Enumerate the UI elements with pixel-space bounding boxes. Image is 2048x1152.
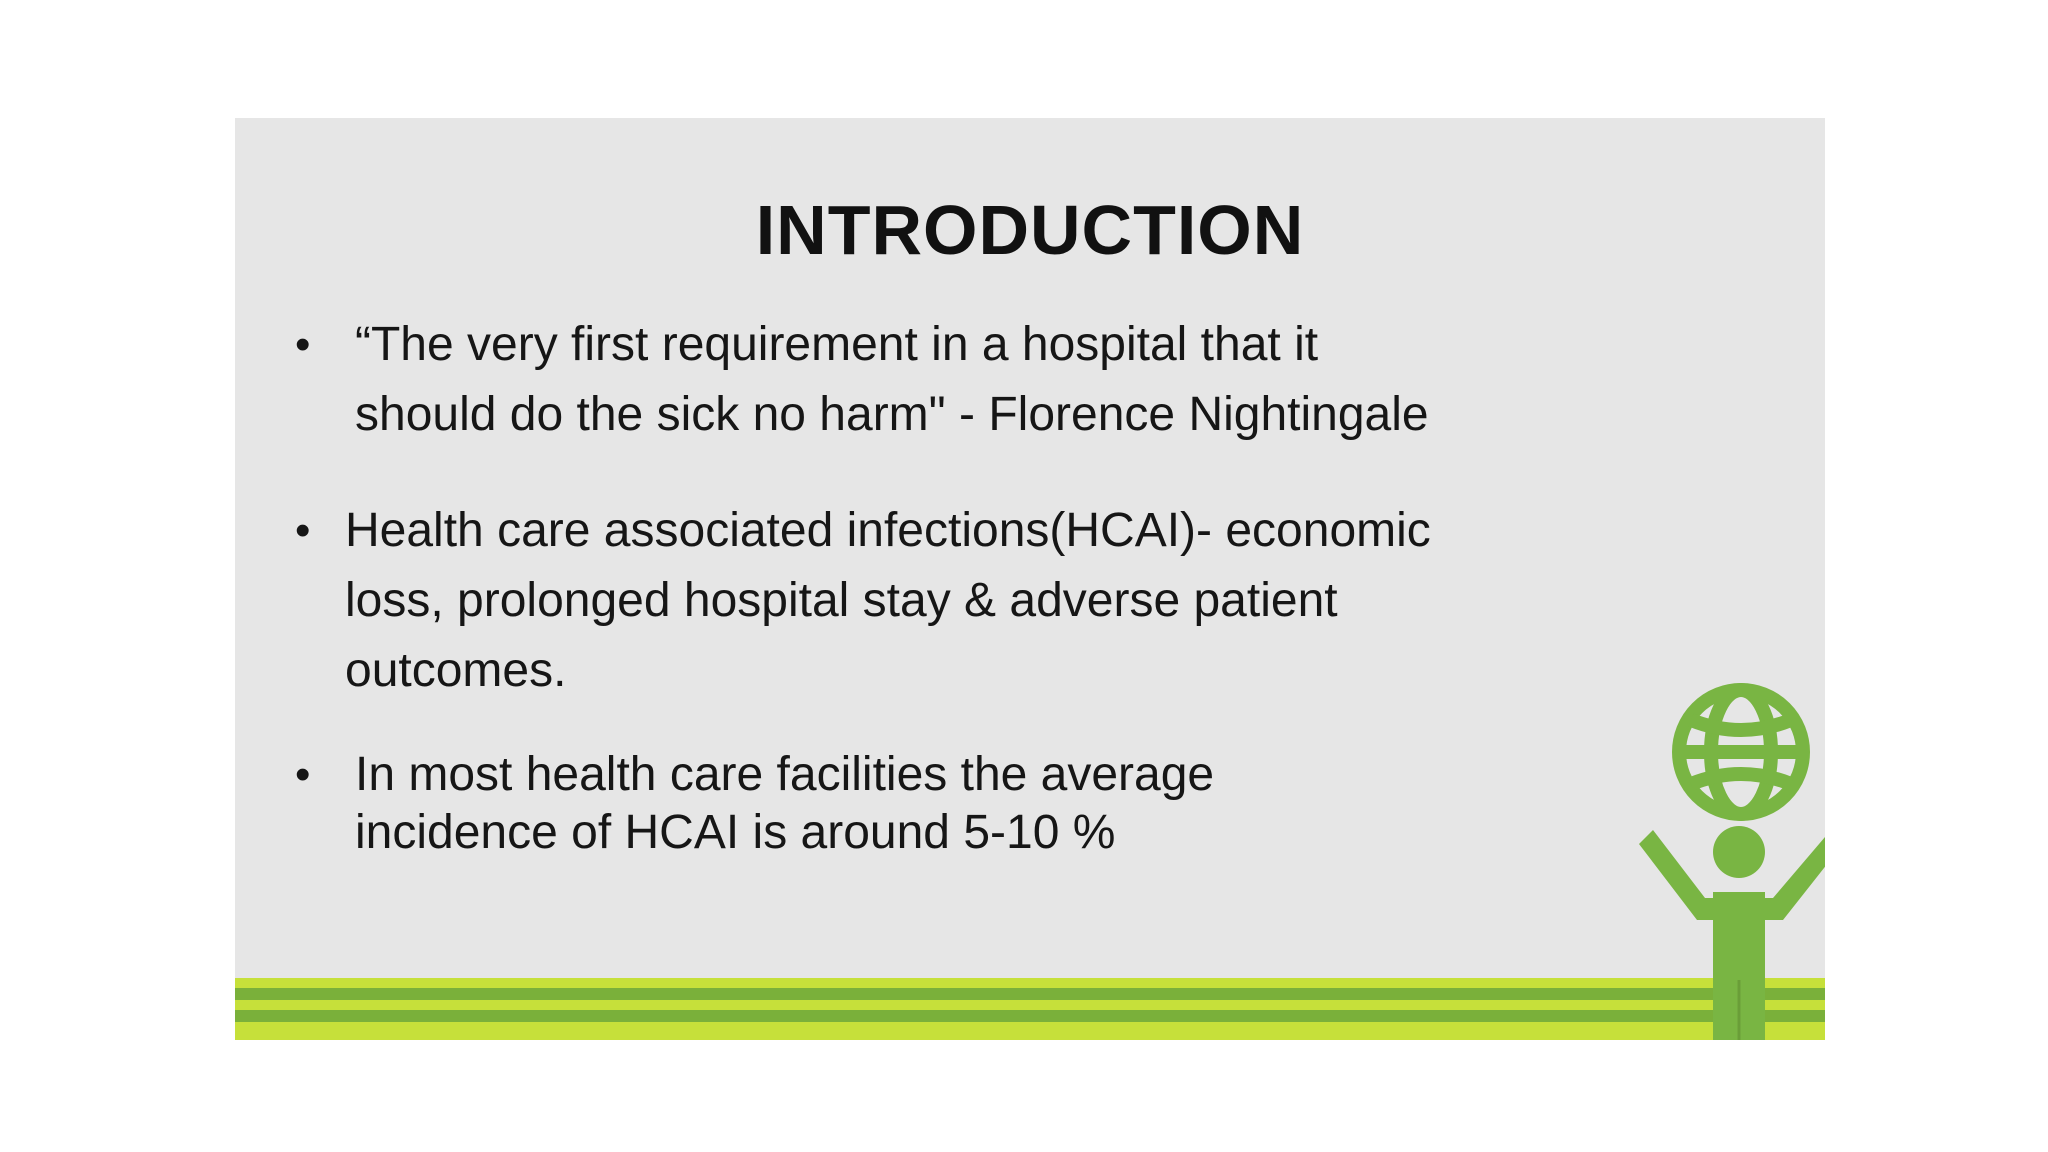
bullet-list	[295, 310, 1775, 862]
bullet-item-3	[295, 746, 1775, 862]
decorative-stripes	[235, 978, 1825, 1040]
bullet-text-2: Health care associated infections(HCAI)- economic loss, prolonged hospital stay & adverse patient outcomes.	[345, 504, 1431, 697]
slide	[235, 118, 1825, 1040]
bullet-text-1: “The very first requirement in a hospital that it should do the sick no harm" - Florence Nightingale	[355, 318, 1429, 441]
slide-title: INTRODUCTION	[755, 191, 1305, 269]
bullet-dot: •	[295, 750, 311, 799]
bullet-item-2	[295, 496, 1775, 706]
bullet-dot: •	[295, 320, 311, 369]
bullet-text-3: In most health care facilities the average incidence of HCAI is around 5-10 %	[355, 748, 1215, 859]
bullet-dot: •	[295, 506, 311, 555]
bullet-item-1	[295, 310, 1775, 450]
globe-person-icon	[1633, 680, 1825, 1040]
